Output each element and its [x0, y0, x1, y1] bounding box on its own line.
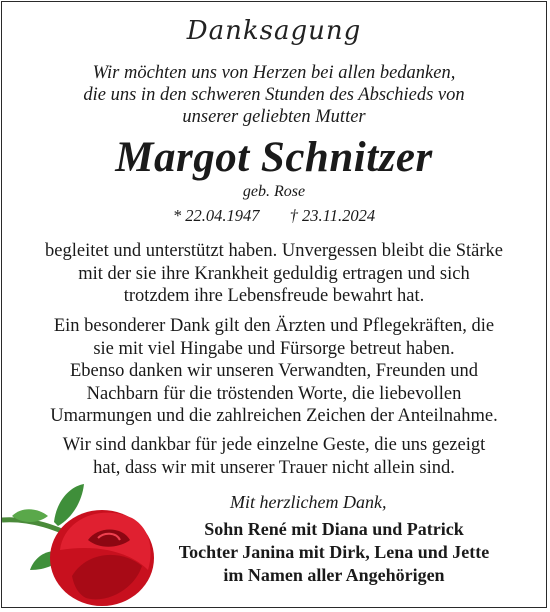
closing-phrase: Mit herzlichem Dank, [230, 492, 387, 512]
birth-date: * 22.04.1947 [172, 206, 260, 225]
paragraph-line: Umarmungen und die zahlreichen Zeichen der Anteilnahme. [50, 406, 498, 426]
paragraph-line: Ebenso danken wir unseren Verwandten, Freunden und [69, 361, 479, 381]
signer-line: Sohn René mit Diana und Patrick [204, 519, 464, 539]
intro-line: Wir möchten uns von Herzen bei allen bedanken, [92, 63, 456, 83]
heading: Danksagung [186, 16, 362, 46]
paragraph-line: Ein besonderer Dank gilt den Ärzten und Pflegekräften, die [53, 316, 495, 336]
deceased-name: Margot Schnitzer [115, 134, 433, 181]
paragraph-line: hat, dass wir mit unserer Trauer nicht allein sind. [93, 457, 455, 478]
paragraph-line: trotzdem ihre Lebensfreude bewahrt hat. [123, 286, 425, 306]
intro-text [2, 62, 546, 128]
intro-line: die uns in den schweren Stunden des Abschieds von [83, 85, 465, 105]
paragraph-line: Wir sind dankbar für jede einzelne Geste, die uns gezeigt [62, 435, 486, 455]
obituary-notice [1, 1, 547, 608]
signer-line: im Namen aller Angehörigen [223, 565, 445, 585]
paragraph-thanks [2, 315, 546, 428]
life-dates [2, 206, 546, 226]
paragraph-support [2, 240, 546, 308]
paragraph-gratitude [2, 434, 546, 479]
paragraph-line: mit der sie ihre Krankheit geduldig ertragen und sich [78, 263, 470, 284]
intro-line: unserer geliebten Mutter [182, 107, 366, 127]
paragraph-line: Nachbarn für die tröstenden Worte, die liebevollen [86, 383, 462, 404]
paragraph-line: begleitet und unterstützt haben. Unvergessen bleibt die Stärke [45, 241, 503, 261]
born-name: geb. Rose [242, 183, 306, 200]
death-date: † 23.11.2024 [289, 206, 376, 225]
signers [122, 518, 546, 587]
paragraph-line: sie mit viel Hingabe und Fürsorge betreut haben. [93, 338, 455, 359]
signer-line: Tochter Janina mit Dirk, Lena und Jette [178, 542, 490, 562]
